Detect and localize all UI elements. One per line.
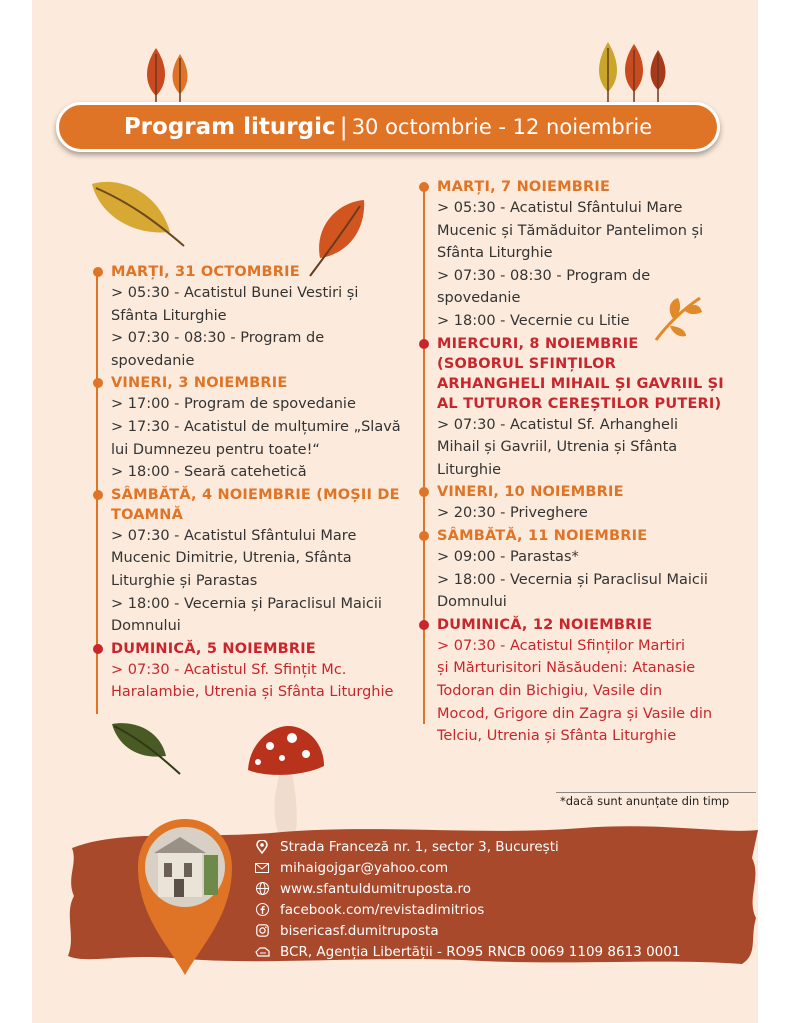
timeline-dot [419, 182, 429, 192]
schedule-entry-sunday [111, 639, 441, 704]
schedule-line: > 17:00 - Program de spovedanie [111, 396, 356, 413]
contact-email [254, 857, 680, 878]
schedule-entry [111, 485, 441, 638]
bank-account-text: BCR, Agenția Libertății - RO95 RNCB 0069 1109 8613 0001 [280, 943, 681, 960]
envelope-icon [254, 860, 270, 876]
instagram-icon [254, 923, 270, 939]
schedule-line: > 05:30 - Acatistul Sfântului Mare [437, 200, 683, 216]
contact-instagram [254, 920, 680, 941]
contact-bank [254, 941, 680, 962]
day-heading: VINERI, 3 NOIEMBRIE [111, 375, 288, 392]
schedule-line: > 07:30 - Acatistul Sf. Sfințit Mc. [111, 661, 347, 678]
timeline-dot [419, 620, 429, 630]
green-leaf-icon [110, 720, 182, 776]
schedule-entry [111, 262, 441, 372]
schedule-entry [437, 526, 767, 614]
program-title-bar [56, 102, 720, 152]
schedule-line: > 07:30 - Acatistul Sf. Arhangheli [437, 416, 679, 433]
location-pin-icon [254, 839, 270, 855]
schedule-line: > 07:30 - Acatistul Sfinților Martiri [437, 637, 686, 654]
schedule-line: > 07:30 - Acatistul Sfântului Mare [111, 527, 357, 544]
schedule-line: > 18:00 - Vecernia și Paraclisul Maicii [111, 595, 382, 612]
schedule-line: > 17:30 - Acatistul de mulțumire „Slavă [111, 418, 401, 435]
schedule-line: > 18:00 - Vecernia și Paraclisul Maicii [437, 571, 708, 588]
autumn-leaves-top-right-icon [594, 40, 672, 106]
day-heading-continued: (SOBORUL SFINȚILOR [437, 355, 616, 372]
timeline-dot [93, 490, 103, 500]
day-heading: MARȚI, 7 NOIEMBRIE [437, 179, 611, 195]
schedule-line: și Mărturisitori Năsăudeni: Atanasie [437, 660, 696, 677]
day-heading: SÂMBĂTĂ, 4 NOIEMBRIE (MOȘII DE [111, 486, 400, 503]
schedule-line: Mucenic Dimitrie, Utrenia, Sfânta [111, 550, 352, 567]
schedule-line: Domnului [437, 594, 507, 611]
schedule-entry [437, 482, 767, 525]
schedule-line: Sfânta Liturghie [111, 307, 227, 324]
timeline-dot [93, 267, 103, 277]
title-dates: 30 octombrie - 12 noiembrie [351, 115, 653, 139]
website-link[interactable]: www.sfantuldumitruposta.ro [280, 880, 472, 897]
church-location-pin-icon [134, 815, 236, 977]
day-heading-continued: AL TUTUROR CEREȘTILOR PUTERI) [437, 395, 722, 412]
contact-list [254, 836, 680, 962]
schedule-line: Liturghie [437, 461, 502, 478]
schedule-line: Sfânta Liturghie [437, 245, 553, 262]
day-heading: MIERCURI, 8 NOIEMBRIE [437, 335, 639, 352]
contact-address [254, 836, 680, 857]
schedule-line: > 07:30 - 08:30 - Program de [437, 267, 651, 284]
schedule-line: > 18:00 - Vecernie cu Litie [437, 312, 630, 329]
schedule-line: Mihail și Gavriil, Utrenia și Sfânta [437, 439, 678, 456]
footnote-divider [556, 792, 756, 793]
contact-website [254, 878, 680, 899]
schedule-entry-feast [437, 334, 767, 482]
schedule-line: > 20:30 - Priveghere [437, 505, 588, 522]
right-schedule-column [437, 177, 767, 749]
schedule-line: lui Dumnezeu pentru toate!“ [111, 441, 320, 458]
day-heading: DUMINICĂ, 12 NOIEMBRIE [437, 616, 653, 633]
schedule-line: spovedanie [437, 290, 521, 307]
facebook-link[interactable]: facebook.com/revistadimitrios [280, 901, 485, 918]
schedule-entry [437, 177, 767, 333]
schedule-line: Domnului [111, 618, 181, 635]
schedule-line: Mucenic și Tămăduitor Pantelimon și [437, 222, 704, 239]
footnote: *dacă sunt anunțate din timp [560, 794, 730, 808]
schedule-line: Haralambie, Utrenia și Sfânta Liturghie [111, 684, 394, 701]
autumn-leaves-top-left-icon [140, 44, 196, 106]
schedule-entry [111, 373, 441, 483]
bank-card-icon [254, 944, 270, 960]
facebook-icon [254, 902, 270, 918]
schedule-line: Todoran din Bichigiu, Vasile din [437, 682, 663, 699]
instagram-link[interactable]: bisericasf.dumitruposta [280, 922, 439, 939]
yellow-leaf-icon [88, 176, 188, 250]
title-separator: | [339, 113, 348, 141]
globe-icon [254, 881, 270, 897]
address-text: Strada Franceză nr. 1, sector 3, București [280, 838, 559, 855]
schedule-line: > 05:30 - Acatistul Bunei Vestiri și [111, 285, 359, 301]
schedule-entry-sunday [437, 615, 767, 748]
day-heading: MARȚI, 31 OCTOMBRIE [111, 264, 300, 280]
timeline-dot [419, 531, 429, 541]
day-heading: VINERI, 10 NOIEMBRIE [437, 484, 624, 501]
schedule-line: spovedanie [111, 352, 195, 369]
day-heading: SÂMBĂTĂ, 11 NOIEMBRIE [437, 527, 648, 544]
timeline-dot [419, 339, 429, 349]
schedule-line: > 18:00 - Seară catehetică [111, 464, 307, 481]
page-title: Program liturgic [123, 114, 336, 140]
schedule-line: > 09:00 - Parastas* [437, 548, 579, 565]
schedule-line: Telciu, Utrenia și Sfânta Liturghie [437, 728, 677, 745]
schedule-line: Mocod, Grigore din Zagra și Vasile din [437, 705, 713, 722]
schedule-line: Liturghie și Parastas [111, 572, 258, 589]
timeline-dot [93, 644, 103, 654]
contact-facebook [254, 899, 680, 920]
day-heading-continued: ARHANGHELI MIHAIL ȘI GAVRIIL ȘI [437, 375, 724, 392]
day-heading: DUMINICĂ, 5 NOIEMBRIE [111, 640, 316, 657]
left-schedule-column [111, 262, 441, 705]
day-heading-continued: TOAMNĂ [111, 506, 184, 523]
schedule-line: > 07:30 - 08:30 - Program de [111, 330, 325, 347]
email-link[interactable]: mihaigojgar@yahoo.com [280, 859, 449, 876]
